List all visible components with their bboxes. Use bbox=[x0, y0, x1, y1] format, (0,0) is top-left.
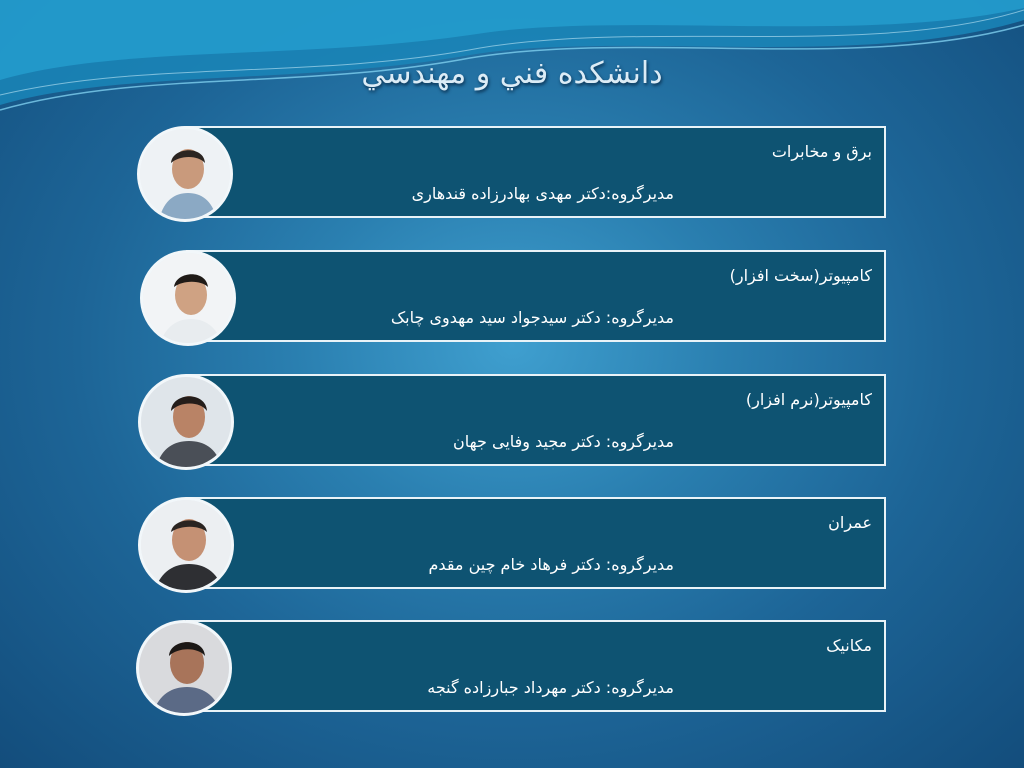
portrait-icon bbox=[136, 620, 232, 716]
page-title: دانشکده فني و مهندسي bbox=[361, 56, 663, 91]
department-head: مدیرگروه: دکتر فرهاد خام چین مقدم bbox=[428, 555, 674, 574]
portrait-icon bbox=[140, 250, 236, 346]
department-head: مدیرگروه:دکتر مهدی بهادرزاده قندهاری bbox=[411, 184, 674, 203]
department-card bbox=[186, 620, 886, 712]
department-name: برق و مخابرات bbox=[771, 142, 872, 161]
department-card bbox=[186, 126, 886, 218]
department-name: کامپیوتر(نرم افزار) bbox=[745, 390, 872, 409]
portrait-icon bbox=[138, 497, 234, 593]
department-name: کامپیوتر(سخت افزار) bbox=[729, 266, 872, 285]
portrait-icon bbox=[138, 374, 234, 470]
department-card bbox=[186, 374, 886, 466]
department-card bbox=[186, 250, 886, 342]
portrait-icon bbox=[137, 126, 233, 222]
department-head: مدیرگروه: دکتر مهرداد جبارزاده گنجه bbox=[427, 678, 674, 697]
department-head: مدیرگروه: دکتر سیدجواد سید مهدوی چابک bbox=[390, 308, 674, 327]
department-name: عمران bbox=[828, 513, 872, 532]
department-card bbox=[186, 497, 886, 589]
department-head: مدیرگروه: دکتر مجید وفایی جهان bbox=[453, 432, 674, 451]
department-name: مکانیک bbox=[826, 636, 872, 655]
